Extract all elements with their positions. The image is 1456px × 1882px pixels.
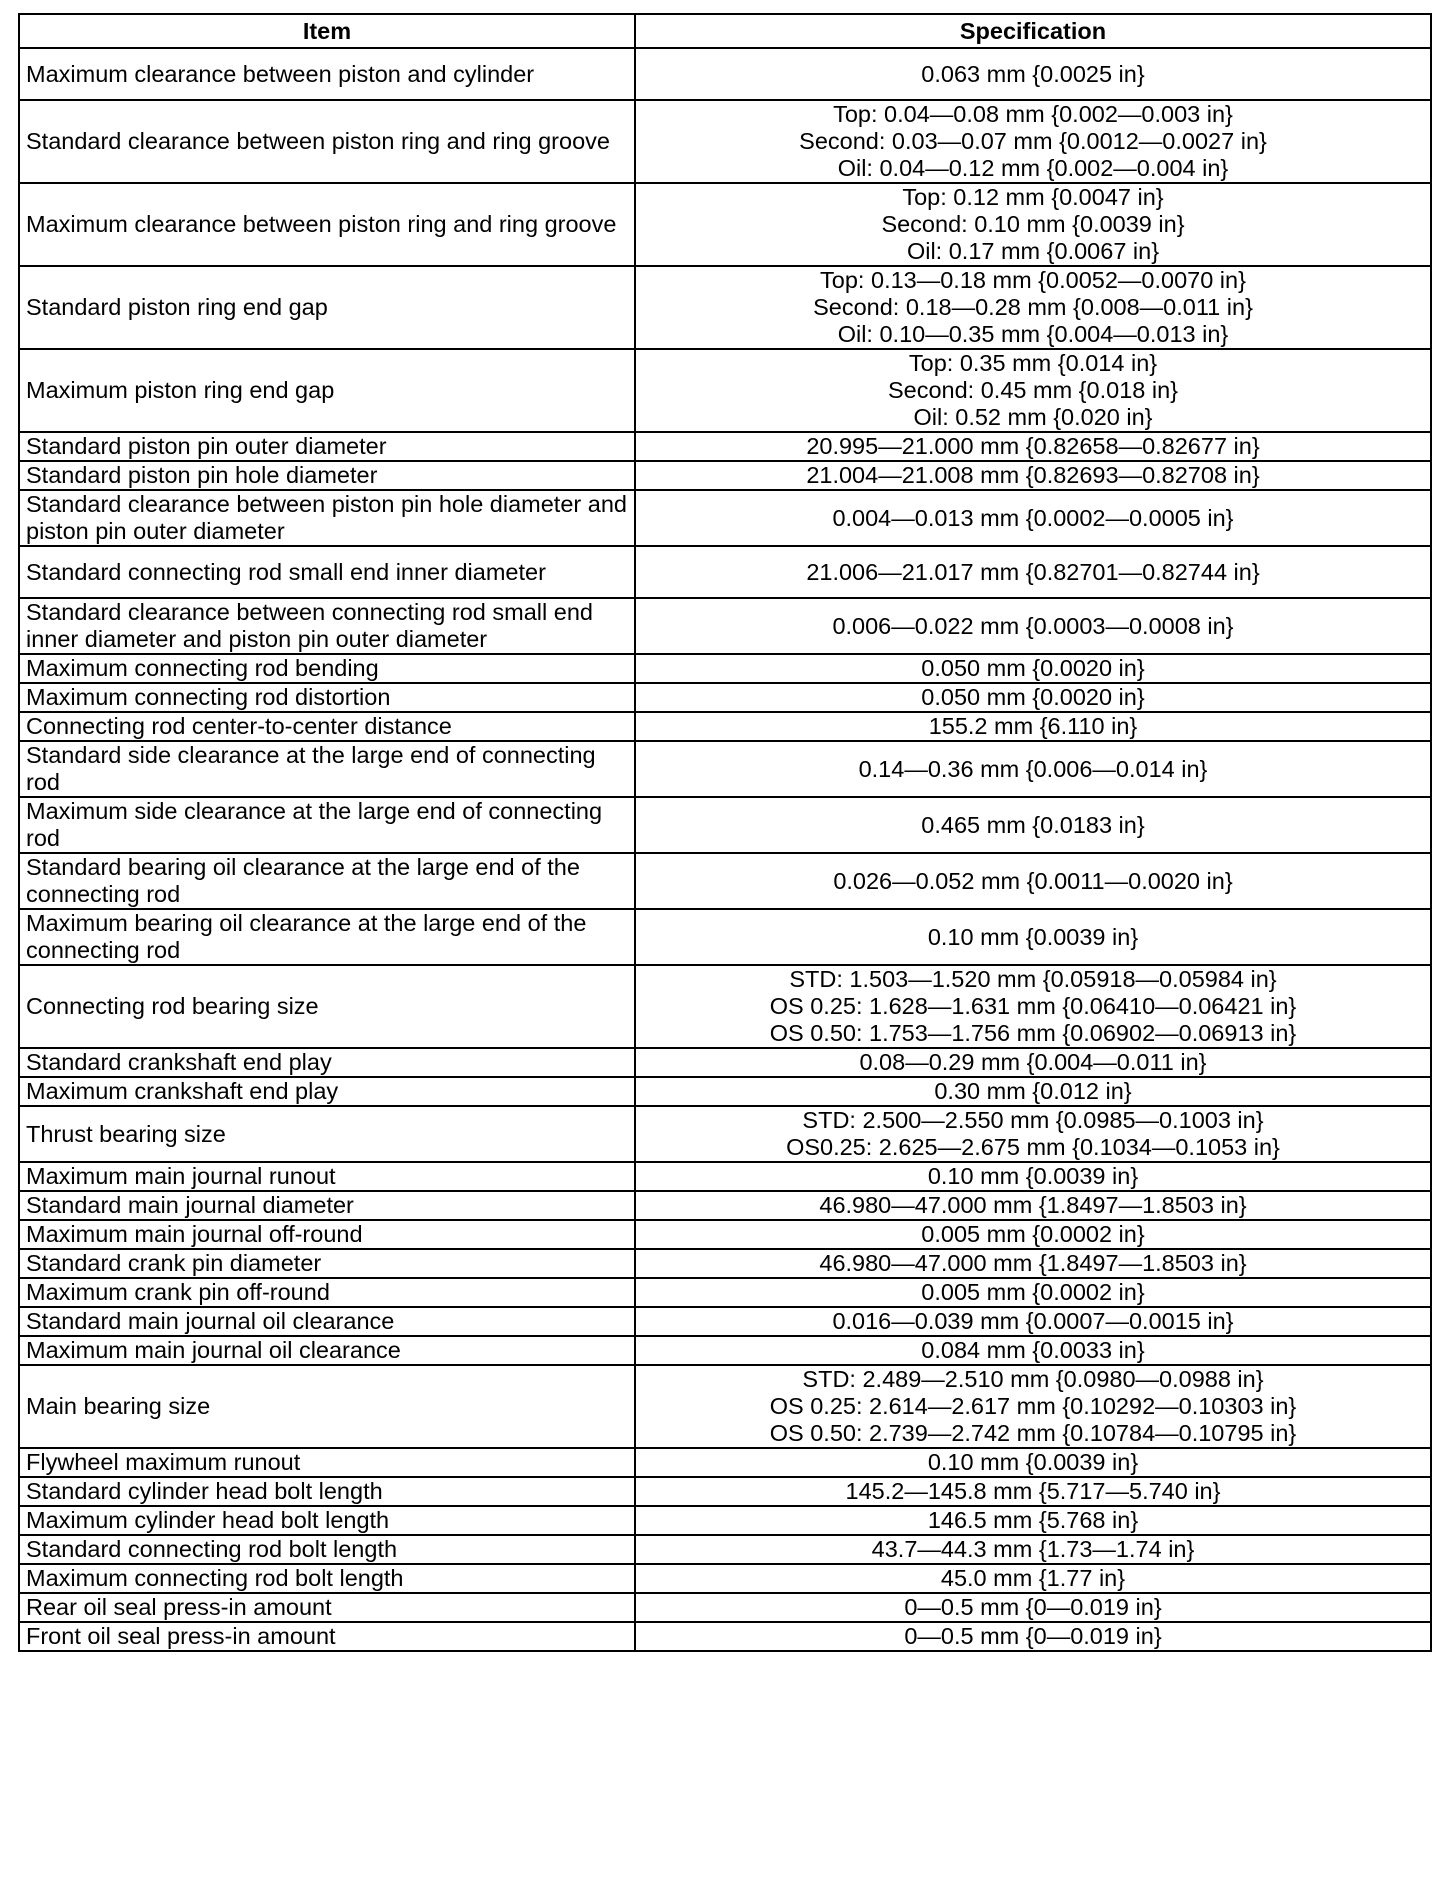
table-row [19, 1506, 1431, 1535]
specification-line: 0.005 mm {0.0002 in} [921, 1279, 1145, 1305]
specification-cell [635, 1365, 1431, 1448]
table-row [19, 654, 1431, 683]
specification-line: 0.016—0.039 mm {0.0007—0.0015 in} [832, 1308, 1234, 1334]
item-cell: Maximum clearance between piston and cylinder [19, 48, 635, 100]
specification-line: Top: 0.13—0.18 mm {0.0052—0.0070 in} [820, 267, 1246, 293]
specification-cell [635, 490, 1431, 546]
table-row [19, 432, 1431, 461]
table-row [19, 266, 1431, 349]
specification-line: 0.10 mm {0.0039 in} [927, 1163, 1139, 1189]
item-cell: Standard connecting rod small end inner diameter [19, 546, 635, 598]
column-header-item: Item [19, 14, 635, 48]
item-cell: Rear oil seal press-in amount [19, 1593, 635, 1622]
item-cell: Main bearing size [19, 1365, 635, 1448]
specification-line: OS 0.50: 2.739—2.742 mm {0.10784—0.10795 in} [769, 1420, 1297, 1446]
item-cell: Thrust bearing size [19, 1106, 635, 1162]
item-cell: Standard clearance between piston ring and ring groove [19, 100, 635, 183]
item-cell: Maximum main journal off-round [19, 1220, 635, 1249]
specification-line: 0.30 mm {0.012 in} [934, 1078, 1132, 1104]
item-cell: Connecting rod center-to-center distance [19, 712, 635, 741]
specification-cell [635, 1307, 1431, 1336]
specification-cell [635, 1564, 1431, 1593]
specification-cell [635, 1336, 1431, 1365]
item-cell: Maximum cylinder head bolt length [19, 1506, 635, 1535]
specification-line: Top: 0.12 mm {0.0047 in} [902, 184, 1164, 210]
table-row [19, 1162, 1431, 1191]
specification-cell [635, 1220, 1431, 1249]
specification-line: 0.063 mm {0.0025 in} [921, 60, 1145, 87]
specification-cell [635, 1162, 1431, 1191]
specification-cell [635, 853, 1431, 909]
specification-line: 20.995—21.000 mm {0.82658—0.82677 in} [806, 433, 1260, 459]
specification-cell [635, 48, 1431, 100]
item-cell: Standard connecting rod bolt length [19, 1535, 635, 1564]
table-row [19, 461, 1431, 490]
specification-line: 21.006—21.017 mm {0.82701—0.82744 in} [806, 558, 1260, 585]
specification-line: 155.2 mm {6.110 in} [928, 713, 1138, 739]
specification-line: Top: 0.35 mm {0.014 in} [908, 350, 1158, 376]
table-row [19, 741, 1431, 797]
specification-cell [635, 1249, 1431, 1278]
specification-cell [635, 1278, 1431, 1307]
specification-line: 0.084 mm {0.0033 in} [921, 1337, 1145, 1363]
specification-line: 0.050 mm {0.0020 in} [921, 684, 1145, 710]
item-cell: Standard clearance between piston pin hole diameter and piston pin outer diameter [19, 490, 635, 546]
specification-line: 0.10 mm {0.0039 in} [927, 923, 1139, 950]
table-row [19, 490, 1431, 546]
specification-line: 0.10 mm {0.0039 in} [927, 1449, 1139, 1475]
specification-line: 0.006—0.022 mm {0.0003—0.0008 in} [832, 612, 1234, 639]
table-row [19, 1077, 1431, 1106]
table-row [19, 598, 1431, 654]
table-row [19, 1593, 1431, 1622]
item-cell: Standard main journal oil clearance [19, 1307, 635, 1336]
specification-cell [635, 654, 1431, 683]
specification-line: Oil: 0.04—0.12 mm {0.002—0.004 in} [837, 155, 1229, 181]
item-cell: Standard piston pin outer diameter [19, 432, 635, 461]
specification-line: 0.004—0.013 mm {0.0002—0.0005 in} [832, 504, 1234, 531]
specification-line: Second: 0.45 mm {0.018 in} [887, 377, 1179, 403]
specification-cell [635, 598, 1431, 654]
table-body [19, 48, 1431, 1651]
item-cell: Flywheel maximum runout [19, 1448, 635, 1477]
table-row [19, 183, 1431, 266]
specification-cell [635, 712, 1431, 741]
specification-cell [635, 1593, 1431, 1622]
item-cell: Standard crankshaft end play [19, 1048, 635, 1077]
specification-line: 0.050 mm {0.0020 in} [921, 655, 1145, 681]
specification-line: 0.005 mm {0.0002 in} [921, 1221, 1145, 1247]
item-cell: Connecting rod bearing size [19, 965, 635, 1048]
specification-line: Second: 0.18—0.28 mm {0.008—0.011 in} [813, 294, 1253, 320]
table-row [19, 965, 1431, 1048]
table-row [19, 100, 1431, 183]
item-cell: Maximum side clearance at the large end of connecting rod [19, 797, 635, 853]
table-row [19, 853, 1431, 909]
item-cell: Standard piston ring end gap [19, 266, 635, 349]
table-row [19, 1365, 1431, 1448]
item-cell: Maximum piston ring end gap [19, 349, 635, 432]
item-cell: Maximum main journal oil clearance [19, 1336, 635, 1365]
specification-line: Second: 0.03—0.07 mm {0.0012—0.0027 in} [799, 128, 1267, 154]
table-row [19, 1535, 1431, 1564]
specification-line: STD: 1.503—1.520 mm {0.05918—0.05984 in} [789, 966, 1277, 992]
header-row [19, 14, 1431, 48]
specification-line: STD: 2.489—2.510 mm {0.0980—0.0988 in} [802, 1366, 1264, 1392]
specification-line: OS 0.25: 1.628—1.631 mm {0.06410—0.06421 in} [769, 993, 1297, 1019]
table-row [19, 1048, 1431, 1077]
item-cell: Maximum connecting rod bolt length [19, 1564, 635, 1593]
table-row [19, 683, 1431, 712]
specification-cell [635, 1191, 1431, 1220]
item-cell: Maximum connecting rod distortion [19, 683, 635, 712]
specification-line: 43.7—44.3 mm {1.73—1.74 in} [871, 1536, 1195, 1562]
column-header-specification: Specification [635, 14, 1431, 48]
table-row [19, 1564, 1431, 1593]
item-cell: Maximum clearance between piston ring and ring groove [19, 183, 635, 266]
item-cell: Maximum main journal runout [19, 1162, 635, 1191]
specification-line: 46.980—47.000 mm {1.8497—1.8503 in} [819, 1192, 1247, 1218]
specification-table [18, 13, 1432, 1652]
table-row [19, 909, 1431, 965]
specification-line: 0—0.5 mm {0—0.019 in} [904, 1623, 1162, 1649]
item-cell: Standard bearing oil clearance at the large end of the connecting rod [19, 853, 635, 909]
specification-cell [635, 546, 1431, 598]
specification-line: Oil: 0.10—0.35 mm {0.004—0.013 in} [837, 321, 1229, 347]
item-cell: Front oil seal press-in amount [19, 1622, 635, 1651]
table-row [19, 1336, 1431, 1365]
table-row [19, 797, 1431, 853]
specification-cell [635, 797, 1431, 853]
specification-line: OS0.25: 2.625—2.675 mm {0.1034—0.1053 in} [786, 1134, 1280, 1160]
item-cell: Standard side clearance at the large end of connecting rod [19, 741, 635, 797]
specification-line: 45.0 mm {1.77 in} [940, 1565, 1126, 1591]
table-row [19, 1477, 1431, 1506]
table-row [19, 1249, 1431, 1278]
specification-line: 146.5 mm {5.768 in} [927, 1507, 1139, 1533]
specification-line: OS 0.50: 1.753—1.756 mm {0.06902—0.06913 in} [769, 1020, 1297, 1046]
table-row [19, 1448, 1431, 1477]
specification-line: Oil: 0.17 mm {0.0067 in} [906, 238, 1160, 264]
specification-cell [635, 1048, 1431, 1077]
specification-line: 0.08—0.29 mm {0.004—0.011 in} [859, 1049, 1207, 1075]
specification-cell [635, 909, 1431, 965]
specification-cell [635, 349, 1431, 432]
table-row [19, 1220, 1431, 1249]
specification-line: OS 0.25: 2.614—2.617 mm {0.10292—0.10303 in} [769, 1393, 1297, 1419]
specification-cell [635, 266, 1431, 349]
specification-cell [635, 1506, 1431, 1535]
item-cell: Standard crank pin diameter [19, 1249, 635, 1278]
specification-cell [635, 965, 1431, 1048]
item-cell: Standard main journal diameter [19, 1191, 635, 1220]
item-cell: Maximum crank pin off-round [19, 1278, 635, 1307]
specification-line: 0.14—0.36 mm {0.006—0.014 in} [858, 755, 1208, 782]
specification-cell [635, 683, 1431, 712]
table-header [19, 14, 1431, 48]
specification-cell [635, 461, 1431, 490]
specification-line: 21.004—21.008 mm {0.82693—0.82708 in} [806, 462, 1260, 488]
specification-line: 0.026—0.052 mm {0.0011—0.0020 in} [833, 867, 1233, 894]
specification-line: 46.980—47.000 mm {1.8497—1.8503 in} [819, 1250, 1247, 1276]
table-row [19, 546, 1431, 598]
specification-line: Top: 0.04—0.08 mm {0.002—0.003 in} [833, 101, 1233, 127]
specification-line: 0.465 mm {0.0183 in} [921, 811, 1145, 838]
item-cell: Standard cylinder head bolt length [19, 1477, 635, 1506]
table-row [19, 48, 1431, 100]
item-cell: Standard clearance between connecting rod small end inner diameter and piston pin outer diameter [19, 598, 635, 654]
item-cell: Maximum connecting rod bending [19, 654, 635, 683]
table-row [19, 1191, 1431, 1220]
specification-cell [635, 1535, 1431, 1564]
table-row [19, 1307, 1431, 1336]
specification-cell [635, 1622, 1431, 1651]
specification-line: 145.2—145.8 mm {5.717—5.740 in} [845, 1478, 1221, 1504]
table-row [19, 1278, 1431, 1307]
specification-line: STD: 2.500—2.550 mm {0.0985—0.1003 in} [802, 1107, 1264, 1133]
item-cell: Standard piston pin hole diameter [19, 461, 635, 490]
specification-cell [635, 1448, 1431, 1477]
specification-line: Second: 0.10 mm {0.0039 in} [881, 211, 1185, 237]
table-row [19, 349, 1431, 432]
table-row [19, 1622, 1431, 1651]
specification-cell [635, 1477, 1431, 1506]
specification-cell [635, 183, 1431, 266]
item-cell: Maximum bearing oil clearance at the large end of the connecting rod [19, 909, 635, 965]
specification-cell [635, 1106, 1431, 1162]
specification-line: 0—0.5 mm {0—0.019 in} [904, 1594, 1162, 1620]
item-cell: Maximum crankshaft end play [19, 1077, 635, 1106]
specification-cell [635, 741, 1431, 797]
table-row [19, 1106, 1431, 1162]
table-row [19, 712, 1431, 741]
specification-line: Oil: 0.52 mm {0.020 in} [913, 404, 1153, 430]
specification-cell [635, 432, 1431, 461]
specification-cell [635, 100, 1431, 183]
specification-cell [635, 1077, 1431, 1106]
